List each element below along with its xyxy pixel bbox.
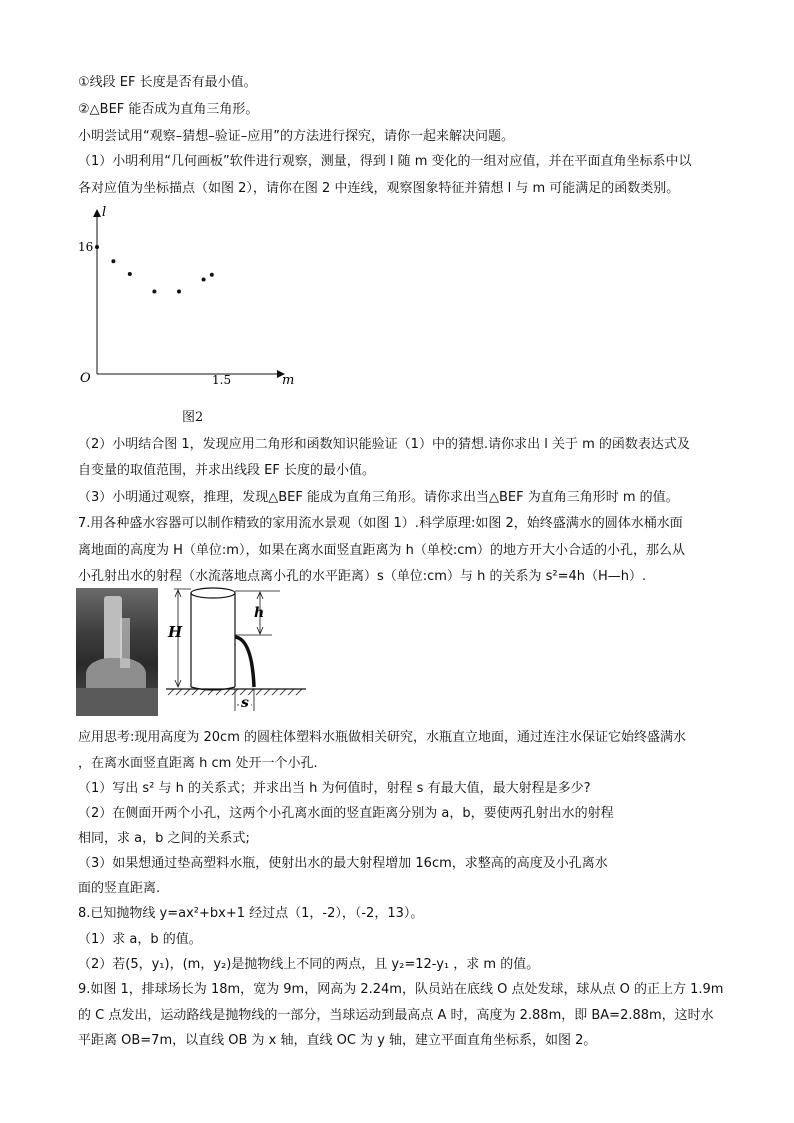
x-axis-label: m	[282, 373, 295, 388]
text-line: （1）写出 s² 与 h 的关系式；并求出当 h 为何值时，射程 s 有最大值，最大射程是多少?	[78, 781, 591, 796]
figure-2-caption: 图2	[182, 410, 204, 425]
x-tick-label: 1.5	[212, 373, 232, 387]
text-line: 应用思考:现用高度为 20cm 的圆柱体塑料水瓶做相关研究，水瓶直立地面，通过连注水保证它始终盛满水	[78, 730, 686, 745]
text-line: 各对应值为坐标描点（如图 2），请你在图 2 中连线，观察图象特征并猜想 l 与 m 可能满足的函数类别。	[78, 181, 680, 196]
text-line: 小明尝试用“观察–猜想–验证–应用”的方法进行探究，请你一起来解决问题。	[78, 129, 514, 144]
data-point	[128, 272, 132, 276]
text-line: （2）若(5，y₁)，(m，y₂)是抛物线上不同的两点，且 y₂=12-y₁ ，求 m 的值。	[78, 957, 540, 972]
text-line: （1）小明利用“几何画板”软件进行观察，测量，得到 l 随 m 变化的一组对应值，并在平面直角坐标系中以	[78, 154, 692, 169]
text-line: 9.如图 1，排球场长为 18m，宽为 9m，网高为 2.24m，队员站在底线 O 点处发球，球从点 O 的正上方 1.9m	[78, 982, 724, 997]
text-line: ②△BEF 能否成为直角三角形。	[78, 102, 259, 117]
barrel-diagram	[160, 585, 310, 720]
text-line: 的 C 点发出，运动路线是抛物线的一部分，当球运动到最高点 A 时，高度为 2.88m，即 BA=2.88m，这时水	[78, 1008, 714, 1023]
origin-label: O	[80, 371, 91, 386]
y-axis-label: l	[102, 205, 107, 220]
water-feature-photo	[76, 588, 158, 716]
text-line: 7.用各种盛水容器可以制作精致的家用流水景观（如图 1）.科学原理:如图 2，始终盛满水的圆体水桶水面	[78, 516, 683, 531]
text-line: 自变量的取值范围，并求出线段 EF 长度的最小值。	[78, 463, 375, 478]
data-point	[177, 290, 181, 294]
h-label: h	[254, 605, 265, 621]
data-point	[202, 278, 206, 282]
text-line: （3）如果想通过垫高塑料水瓶，使射出水的最大射程增加 16cm，求整高的高度及小孔离水	[78, 856, 608, 871]
text-line: 离地面的高度为 H（单位:m），如果在离水面竖直距离为 h（单校:cm）的地方开大小合适的小孔，那么从	[78, 543, 686, 558]
text-line: （2）小明结合图 1，发现应用二角形和函数知识能验证（1）中的猜想.请你求出 l 关于 m 的函数表达式及	[78, 437, 690, 452]
text-line: 8.已知抛物线 y=ax²+bx+1 经过点（1，-2），（-2，13）。	[78, 906, 424, 921]
s-label: s	[241, 695, 249, 711]
data-point	[152, 290, 156, 294]
text-line: ，在离水面竖直距离 h cm 处开一个小孔.	[78, 756, 318, 771]
data-point	[111, 259, 115, 263]
H-label: H	[168, 623, 183, 641]
text-line: （1）求 a，b 的值。	[78, 932, 202, 947]
data-point	[95, 245, 99, 249]
data-point	[210, 273, 214, 277]
text-line: ①线段 EF 长度是否有最小值。	[78, 75, 257, 90]
figure-2-scatter-chart	[78, 200, 308, 430]
y-tick-label: 16	[78, 240, 94, 254]
text-line: （3）小明通过观察，推理，发现△BEF 能成为直角三角形。请你求出当△BEF 为直角三角形时 m 的值。	[78, 490, 679, 505]
text-line: 平距离 OB=7m，以直线 OB 为 x 轴，直线 OC 为 y 轴，建立平面直角坐标系，如图 2。	[78, 1033, 597, 1048]
data-points	[95, 245, 214, 294]
text-line: 面的竖直距离.	[78, 881, 161, 896]
text-line: （2）在侧面开两个小孔，这两个小孔离水面的竖直距离分别为 a，b，要使两孔射出水的射程	[78, 806, 614, 821]
text-line: 相同，求 a，b 之间的关系式;	[78, 831, 250, 846]
text-line: 小孔射出水的射程（水流落地点离小孔的水平距离）s（单位:cm）与 h 的关系为 s²=4h（H—h）.	[78, 569, 647, 584]
